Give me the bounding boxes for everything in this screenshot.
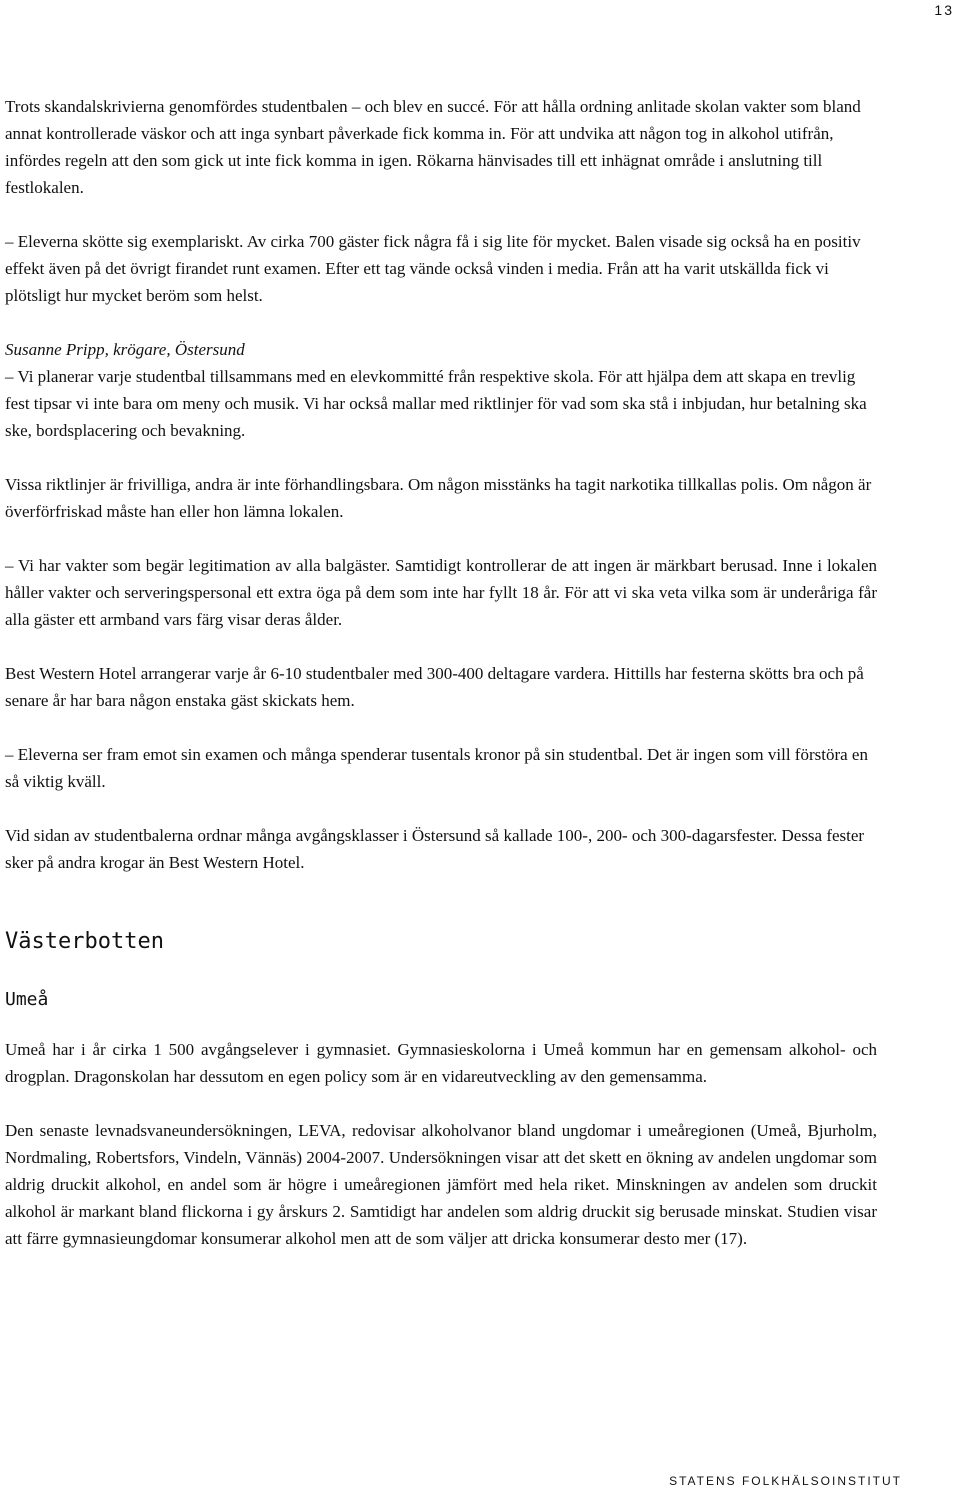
page-number: 13 bbox=[934, 2, 954, 18]
paragraph-quote-planning: – Vi planerar varje studentbal tillsammans med en elevkommitté från respektive skola. För att hjälpa dem att skapa en trevlig fest tipsar vi inte bara om meny och musik. Vi har också mallar med riktlinjer för vad som ska stå i inbjudan, hur betalning ska ske, bordsplacering och bevakning. bbox=[5, 367, 867, 440]
footer-publisher: STATENS FOLKHÄLSOINSTITUT bbox=[669, 1474, 902, 1488]
paragraph-quote-guards: – Vi har vakter som begär legitimation av alla balgäster. Samtidigt kontrollerar de att ingen är märkbart berusad. Inne i lokalen håller vakter och serveringspersonal ett extra öga på dem som inte har fyllt 18 år. För att vi ska veta vilka som är underåriga får alla gäster ett armband vars färg visar deras ålder. bbox=[5, 556, 877, 629]
paragraph-best-western: Best Western Hotel arrangerar varje år 6-10 studentbaler med 300-400 deltagare vardera. Hittills har festerna skötts bra och på senare år har bara någon enstaka gäst skickats hem. bbox=[5, 664, 864, 710]
section-heading-region: Västerbotten bbox=[5, 929, 164, 954]
paragraph-day-parties: Vid sidan av studentbalerna ordnar många avgångsklasser i Östersund så kallade 100-, 200- och 300-dagarsfester. Dessa fester sker på andra krogar än Best Western Hotel. bbox=[5, 826, 865, 872]
paragraph-intro: Trots skandalskrivierna genomfördes studentbalen – och blev en succé. För att hålla ordning anlitade skolan vakter som bland annat kontrollerade väskor och att inga synbart påverkade fick komma in. För att undvika att någon tog in alkohol utifrån, infördes regeln att den som gick ut inte fick komma in igen. Rökarna hänvisades till ett inhägnat område i anslutning till festlokalen. bbox=[5, 97, 861, 197]
paragraph-guidelines: Vissa riktlinjer är frivilliga, andra är inte förhandlingsbara. Om någon misstänks ha tagit narkotika tillkallas polis. Om någon är överförfriskad måste han eller hon lämna lokalen. bbox=[5, 475, 872, 521]
speaker-attribution: Susanne Pripp, krögare, Östersund bbox=[5, 340, 245, 359]
paragraph-umea-intro: Umeå har i år cirka 1 500 avgångselever i gymnasiet. Gymnasieskolorna i Umeå kommun har en gemensam alkohol- och drogplan. Dragonskolan har dessutom en egen policy som är en vidareutveckling av den gemensamma. bbox=[5, 1040, 877, 1086]
paragraph-quote-exam: – Eleverna ser fram emot sin examen och många spenderar tusentals kronor på sin studentbal. Det är ingen som vill förstöra en så viktig kväll. bbox=[5, 745, 868, 791]
document-body bbox=[5, 93, 877, 1252]
section-heading-city: Umeå bbox=[5, 989, 49, 1010]
paragraph-umea-survey: Den senaste levnadsvaneundersökningen, LEVA, redovisar alkoholvanor bland ungdomar i umeåregionen (Umeå, Bjurholm, Nordmaling, Robertsfors, Vindeln, Vännäs) 2004-2007. Undersökningen visar att det skett en ökning av andelen ungdomar som aldrig druckit alkohol, en andel som är högre i umeåregionen jämfört med hela riket. Minskningen av andelen som druckit alkohol är markant bland flickorna i gy årskurs 2. Samtidigt har andelen som aldrig druckit sig berusade minskat. Studien visar att färre gymnasieungdomar konsumerar alkohol men att de som väljer att dricka konsumerar desto mer (17). bbox=[5, 1121, 877, 1248]
paragraph-quote-students: – Eleverna skötte sig exemplariskt. Av cirka 700 gäster fick några få i sig lite för mycket. Balen visade sig också ha en positiv effekt även på det övrigt firandet runt examen. Efter ett tag vände också vinden i media. Från att ha varit utskällda fick vi plötsligt hur mycket beröm som helst. bbox=[5, 232, 861, 305]
